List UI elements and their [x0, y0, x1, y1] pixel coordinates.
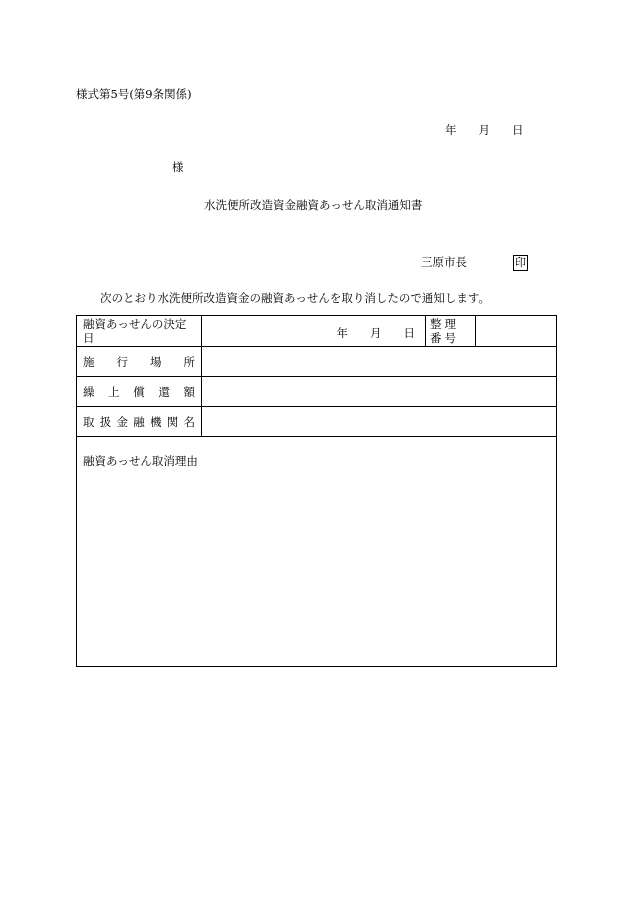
cancellation-reason-label: 融資あっせん取消理由	[83, 454, 198, 468]
body-text: 次のとおり水洗便所改造資金の融資あっせんを取り消したので通知します。	[100, 291, 490, 305]
early-repayment-field[interactable]	[202, 377, 557, 407]
label-char: 金	[116, 414, 128, 429]
label-char: 所	[183, 354, 195, 369]
label-char: 額	[183, 384, 195, 399]
label-char: 還	[158, 384, 170, 399]
seal-mark: 印	[515, 256, 526, 269]
notice-table	[76, 315, 557, 667]
label-char: 名	[183, 414, 195, 429]
financial-institution-label	[77, 407, 202, 437]
label-char: 機	[150, 414, 162, 429]
document-title: 水洗便所改造資金融資あっせん取消通知書	[204, 198, 423, 212]
label-char: 行	[116, 354, 128, 369]
reference-number-label: 整理番号	[426, 316, 476, 347]
financial-institution-row	[77, 407, 557, 437]
construction-site-field[interactable]	[202, 347, 557, 377]
label-char: 上	[108, 384, 120, 399]
form-number: 様式第5号(第9条関係)	[76, 87, 192, 101]
label-char: 扱	[99, 414, 112, 429]
label-char: 融	[133, 414, 145, 429]
construction-site-row	[77, 347, 557, 377]
addressee-suffix: 様	[172, 160, 184, 174]
issuer-name: 三原市長	[421, 255, 467, 269]
early-repayment-row	[77, 377, 557, 407]
label-char: 繰	[83, 384, 95, 399]
date-line	[445, 124, 524, 138]
decision-date-row	[77, 316, 557, 347]
cancellation-reason-field[interactable]	[77, 437, 557, 667]
date-day: 日	[512, 123, 524, 137]
label-char: 取	[83, 414, 95, 429]
decision-date-label: 融資あっせんの決定日	[77, 316, 202, 347]
issuer-block	[421, 255, 528, 271]
label-char: 場	[150, 354, 162, 369]
cancellation-reason-row	[77, 437, 557, 667]
early-repayment-label	[77, 377, 202, 407]
label-char: 償	[133, 384, 145, 399]
date-month: 月	[478, 123, 490, 137]
date-year: 年	[445, 123, 457, 137]
decision-year: 年	[336, 326, 348, 340]
label-char: 施	[83, 354, 95, 369]
financial-institution-field[interactable]	[202, 407, 557, 437]
label-char: 関	[166, 414, 179, 429]
construction-site-label	[77, 347, 202, 377]
decision-month: 月	[370, 326, 382, 340]
decision-day: 日	[403, 326, 415, 340]
reference-number-field[interactable]	[476, 316, 557, 347]
decision-date-field[interactable]	[202, 316, 426, 347]
